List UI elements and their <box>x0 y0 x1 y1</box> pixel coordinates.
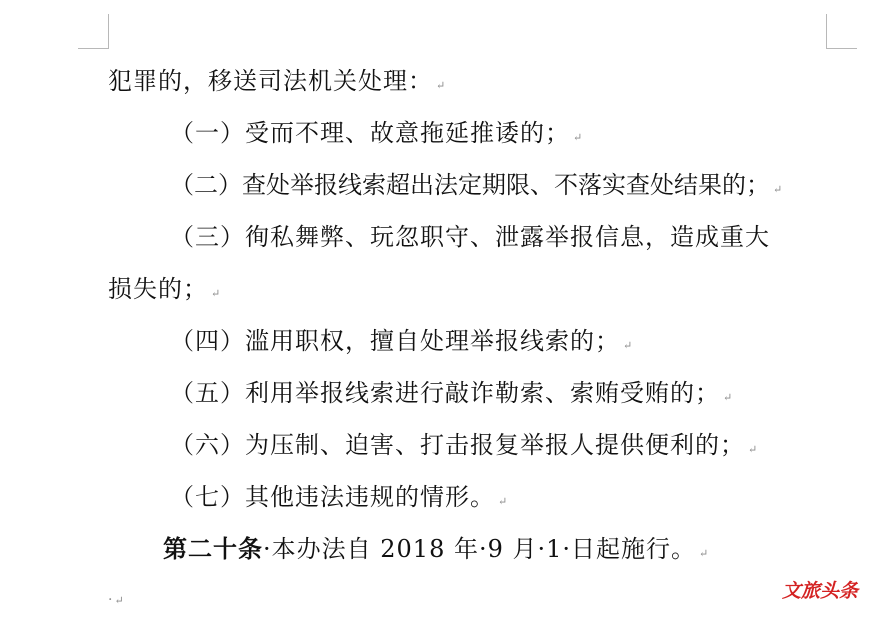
paragraph-mark-icon: ↵ <box>723 391 733 404</box>
page-corner-mark-top-left <box>78 14 109 49</box>
document-line-6 <box>170 326 632 356</box>
paragraph-mark-icon: ↵ <box>748 443 758 456</box>
line-text: （七）其他违法违规的情形。 <box>170 483 495 511</box>
line-text: （四）滥用职权，擅自处理举报线索的； <box>170 327 620 355</box>
line-text: （五）利用举报线索进行敲诈勒索、索贿受贿的； <box>170 379 720 407</box>
paragraph-mark-icon: ↵ <box>436 79 446 92</box>
paragraph-mark-icon: ↵ <box>699 547 709 560</box>
line-text: （六）为压制、迫害、打击报复举报人提供便利的； <box>170 431 745 459</box>
empty-paragraph-line <box>108 590 124 610</box>
article-twenty-line <box>163 534 708 564</box>
line-text: 损失的； <box>108 275 208 303</box>
document-line-5 <box>108 274 220 304</box>
document-line-4 <box>170 222 770 252</box>
page-corner-mark-top-right <box>826 14 857 49</box>
document-line-7 <box>170 378 732 408</box>
document-line-8 <box>170 430 757 460</box>
document-line-3 <box>170 170 782 200</box>
paragraph-mark-icon: ↵ <box>498 495 508 508</box>
line-text: 犯罪的，移送司法机关处理： <box>108 67 433 95</box>
empty-line-dot: · <box>108 592 114 608</box>
paragraph-mark-icon: ↵ <box>573 131 583 144</box>
paragraph-mark-icon: ↵ <box>623 339 633 352</box>
document-line-9 <box>170 482 507 512</box>
document-line-1 <box>108 66 445 96</box>
article-heading: 第二十条 <box>163 534 263 563</box>
line-text: （一）受而不理、故意拖延推诿的； <box>170 119 570 147</box>
paragraph-mark-icon: ↵ <box>211 287 221 300</box>
article-body: ·本办法自 2018 年·9 月·1·日起施行。 <box>263 535 697 563</box>
paragraph-mark-icon: ↵ <box>114 594 124 607</box>
paragraph-mark-icon: ↵ <box>773 183 783 196</box>
line-text: （三）徇私舞弊、玩忽职守、泄露举报信息，造成重大 <box>170 223 770 251</box>
document-line-2 <box>170 118 582 148</box>
watermark-logo: 文旅头条 <box>782 580 859 602</box>
line-text: （二）查处举报线索超出法定期限、不落实查处结果的； <box>170 171 770 199</box>
